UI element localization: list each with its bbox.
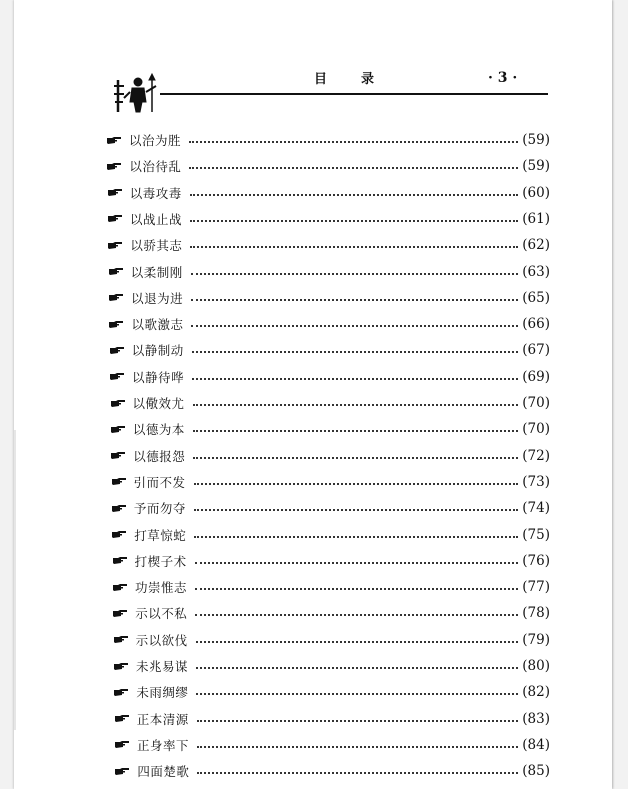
entry-page-number: (67) (522, 342, 550, 359)
toc-entry (112, 551, 550, 571)
pointing-hand-icon (107, 188, 123, 197)
toc-entry (108, 262, 550, 282)
entry-title: 以儆效尤 (132, 396, 185, 411)
pointing-hand-icon (107, 241, 123, 250)
dot-leader (191, 273, 519, 275)
pointing-hand-icon (113, 635, 129, 644)
entry-page-number: (82) (522, 684, 550, 701)
entry-page-number: (72) (522, 447, 550, 464)
entry-title: 以柔制刚 (130, 264, 183, 280)
toc-entry (107, 183, 550, 203)
entry-page-number: (59) (522, 158, 550, 175)
toc-entry (111, 525, 550, 545)
entry-title: 予而勿夺 (133, 501, 186, 517)
toc-entry (107, 209, 550, 229)
dot-leader (189, 141, 518, 143)
pointing-hand-icon (107, 214, 123, 223)
toc-entry (111, 472, 550, 492)
pointing-hand-icon (114, 714, 130, 723)
entry-page-number: (66) (522, 316, 550, 333)
entry-title: 以德报怨 (133, 448, 186, 464)
entry-page-number: (75) (522, 526, 550, 543)
entry-page-number: (77) (522, 579, 550, 596)
dot-leader (194, 536, 518, 538)
pointing-hand-icon (108, 293, 124, 302)
pointing-hand-icon (108, 320, 124, 329)
entry-title: 以战止战 (130, 211, 183, 227)
dot-leader (191, 325, 518, 327)
dot-leader (197, 720, 519, 722)
dot-leader (195, 614, 518, 616)
pointing-hand-icon (110, 399, 126, 408)
entry-title: 四面楚歌 (137, 764, 190, 780)
dot-leader (193, 457, 518, 459)
pointing-hand-icon (111, 530, 127, 539)
dot-leader (194, 509, 518, 511)
entry-title: 打楔子术 (134, 553, 187, 569)
entry-title: 未雨绸缪 (136, 685, 189, 701)
entry-page-number: (85) (522, 763, 550, 780)
toc-entry (114, 735, 550, 755)
dot-leader (189, 167, 518, 169)
entry-title: 未兆易谋 (136, 659, 189, 674)
pointing-hand-icon (110, 425, 126, 434)
pointing-hand-icon (106, 136, 122, 145)
toc-entry (108, 288, 550, 308)
pointing-hand-icon (111, 504, 127, 513)
entry-title: 以歌激志 (131, 317, 184, 333)
dot-leader (192, 351, 518, 353)
pointing-hand-icon (113, 688, 129, 697)
dot-leader (196, 693, 518, 695)
pointing-hand-icon (114, 767, 130, 776)
entry-page-number: (79) (522, 631, 550, 648)
dot-leader (197, 772, 518, 774)
entry-page-number: (70) (522, 421, 550, 438)
toc-entry (110, 446, 550, 466)
dot-leader (197, 746, 518, 748)
book-page (14, 0, 612, 789)
toc-entry (113, 656, 550, 676)
toc-entry (106, 156, 550, 176)
page-number: · 3 · (488, 70, 518, 86)
entry-title: 功崇惟志 (134, 580, 187, 596)
entry-title: 示以不私 (135, 606, 188, 622)
entry-title: 以静制动 (131, 343, 184, 359)
dot-leader (196, 667, 518, 669)
entry-title: 以治待乱 (129, 159, 182, 175)
entry-title: 引而不发 (133, 474, 186, 490)
pointing-hand-icon (113, 662, 129, 671)
dot-leader (190, 246, 518, 248)
scan-edge (14, 430, 16, 730)
entry-page-number: (65) (522, 289, 550, 306)
entry-page-number: (70) (522, 395, 550, 411)
toc-entry (111, 498, 550, 518)
dot-leader (193, 404, 519, 406)
entry-title: 以毒攻毒 (129, 185, 182, 201)
entry-page-number: (83) (522, 710, 550, 727)
dot-leader (196, 641, 519, 643)
toc-entry (110, 393, 551, 413)
dot-leader (190, 194, 519, 196)
entry-title: 以治为胜 (129, 133, 182, 148)
entry-page-number: (80) (522, 658, 550, 674)
header-title: 目录 (314, 72, 409, 87)
entry-page-number: (84) (522, 736, 550, 753)
dot-leader (195, 588, 518, 590)
entry-title: 打草惊蛇 (134, 527, 187, 543)
dot-leader (191, 299, 518, 301)
warrior-emblem-icon (112, 72, 160, 116)
entry-page-number: (59) (522, 132, 550, 148)
entry-page-number: (78) (522, 605, 550, 622)
header-rule (160, 93, 548, 95)
pointing-hand-icon (109, 346, 125, 355)
entry-page-number: (73) (522, 473, 550, 490)
toc-entry (109, 367, 550, 387)
toc-entry (114, 761, 550, 781)
entry-page-number: (74) (522, 500, 550, 517)
toc-entry (114, 709, 550, 729)
toc-entry (108, 314, 550, 334)
toc-entry (113, 682, 550, 702)
toc-entry (107, 235, 550, 255)
entry-title: 以德为本 (132, 422, 185, 438)
dot-leader (193, 430, 518, 432)
entry-title: 以退为进 (131, 290, 184, 306)
entry-title: 以骄其志 (130, 238, 183, 254)
toc-entry (106, 130, 550, 150)
pointing-hand-icon (112, 556, 128, 565)
toc-entry (109, 340, 550, 360)
entry-page-number: (60) (522, 184, 550, 201)
dot-leader (192, 378, 518, 380)
pointing-hand-icon (112, 609, 128, 618)
pointing-hand-icon (106, 162, 122, 171)
entry-page-number: (62) (522, 237, 550, 254)
pointing-hand-icon (110, 451, 126, 460)
entry-page-number: (69) (522, 368, 550, 385)
dot-leader (194, 483, 519, 485)
pointing-hand-icon (109, 372, 125, 381)
entry-title: 以静待哗 (132, 369, 185, 385)
entry-page-number: (61) (522, 210, 550, 227)
pointing-hand-icon (114, 740, 130, 749)
toc-entry (112, 603, 550, 623)
toc-entry (113, 630, 550, 650)
entry-page-number: (63) (522, 263, 550, 280)
pointing-hand-icon (111, 477, 127, 486)
pointing-hand-icon (108, 267, 124, 276)
entry-page-number: (76) (522, 552, 550, 569)
toc-entry (110, 419, 550, 439)
entry-title: 正身率下 (137, 737, 190, 753)
dot-leader (190, 220, 518, 222)
dot-leader (195, 562, 519, 564)
toc-entry (112, 577, 550, 597)
entry-title: 示以欲伐 (135, 632, 188, 648)
pointing-hand-icon (112, 583, 128, 592)
entry-title: 正本清源 (136, 711, 189, 727)
